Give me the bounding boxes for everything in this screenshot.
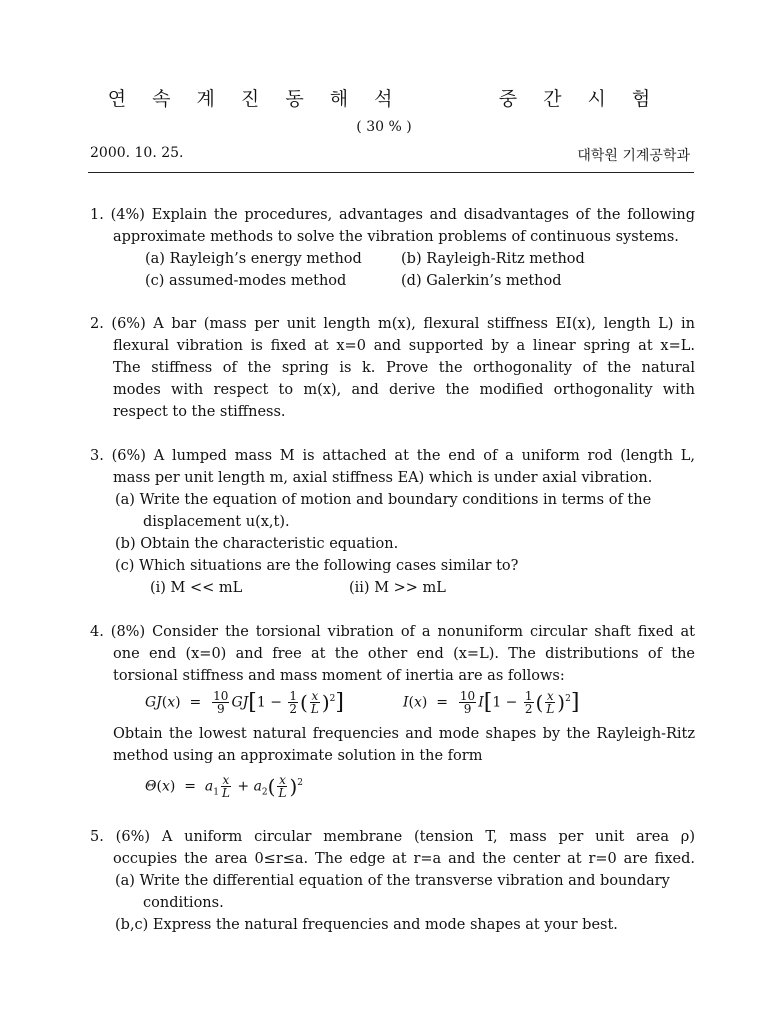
exam-weight: ( 30 % ) [356, 119, 412, 135]
q3-part-a-1: (a) Write the equation of motion and boundary conditions in terms of the [115, 492, 652, 508]
q2-line-2: flexural vibration is fixed at x=0 and supported by a linear spring at x=L. [113, 338, 695, 354]
q2-line-5: respect to the stiffness. [113, 404, 286, 420]
q4-line-3: torsional stiffness and mass moment of inertia are as follows: [113, 668, 565, 684]
q4-line-2: one end (x=0) and free at the other end (x=L). The distributions of the [113, 646, 695, 662]
q3-part-b: (b) Obtain the characteristic equation. [115, 536, 399, 552]
q3-line-2: mass per unit length m, axial stiffness EA) which is under axial vibration. [113, 470, 653, 486]
q5-part-bc: (b,c) Express the natural frequencies and mode shapes at your best. [115, 917, 618, 933]
q1-option-a: (a) Rayleigh’s energy method [145, 251, 362, 267]
page-title: 연 속 계 진 동 해 석 중 간 시 험 [107, 88, 661, 110]
q5-part-a-2: conditions. [143, 895, 224, 911]
q3-line-1: 3. (6%) A lumped mass M is attached at the end of a uniform rod (length L, [90, 448, 695, 464]
q3-part-a-2: displacement u(x,t). [143, 514, 290, 530]
q1-line-2: approximate methods to solve the vibration problems of continuous systems. [113, 229, 679, 245]
q5-line-1: 5. (6%) A uniform circular membrane (tension T, mass per unit area ρ) [90, 829, 695, 845]
approximate-solution-equation: $\Theta(x) = a_1$ $\frac{x}{L}$ + $a_2$( $\frac{x}{L}$ )$^2$ [145, 773, 303, 800]
department: 대학원 기계공학과 [577, 148, 690, 164]
q4-obtain-2: method using an approximate solution in the form [113, 748, 483, 764]
q1-option-b: (b) Rayleigh-Ritz method [401, 251, 585, 267]
torsional-stiffness-equation: GJ(x) = $\frac{10}{9}$ GJ[1 − $\frac{1}{2}$ ( $\frac{x}{L}$ )$^2$] [145, 689, 344, 716]
q2-line-3: The stiffness of the spring is k. Prove the orthogonality of the natural [113, 360, 695, 376]
q3-part-c: (c) Which situations are the following cases similar to? [115, 558, 519, 574]
q3-case-i: (i) M << mL [150, 580, 243, 596]
q5-part-a-1: (a) Write the differential equation of the transverse vibration and boundary [115, 873, 670, 889]
exam-date: 2000. 10. 25. [90, 145, 184, 161]
q2-line-4: modes with respect to m(x), and derive the modified orthogonality with [113, 382, 695, 398]
q2-line-1: 2. (6%) A bar (mass per unit length m(x), flexural stiffness EI(x), length L) in [90, 316, 695, 332]
q1-option-d: (d) Galerkin’s method [401, 273, 562, 289]
header-divider [88, 172, 694, 173]
q3-case-ii: (ii) M >> mL [349, 580, 446, 596]
q4-obtain-1: Obtain the lowest natural frequencies and mode shapes by the Rayleigh-Ritz [113, 726, 695, 742]
q4-line-1: 4. (8%) Consider the torsional vibration of a nonuniform circular shaft fixed at [90, 624, 695, 640]
q1-option-c: (c) assumed-modes method [145, 273, 347, 289]
mass-moment-equation: I(x) = $\frac{10}{9}$ I[1 − $\frac{1}{2}$ ( $\frac{x}{L}$ )$^2$] [403, 689, 580, 716]
q5-line-2: occupies the area 0≤r≤a. The edge at r=a and the center at r=0 are fixed. [113, 851, 695, 867]
q1-line-1: 1. (4%) Explain the procedures, advantages and disadvantages of the following [90, 207, 695, 223]
